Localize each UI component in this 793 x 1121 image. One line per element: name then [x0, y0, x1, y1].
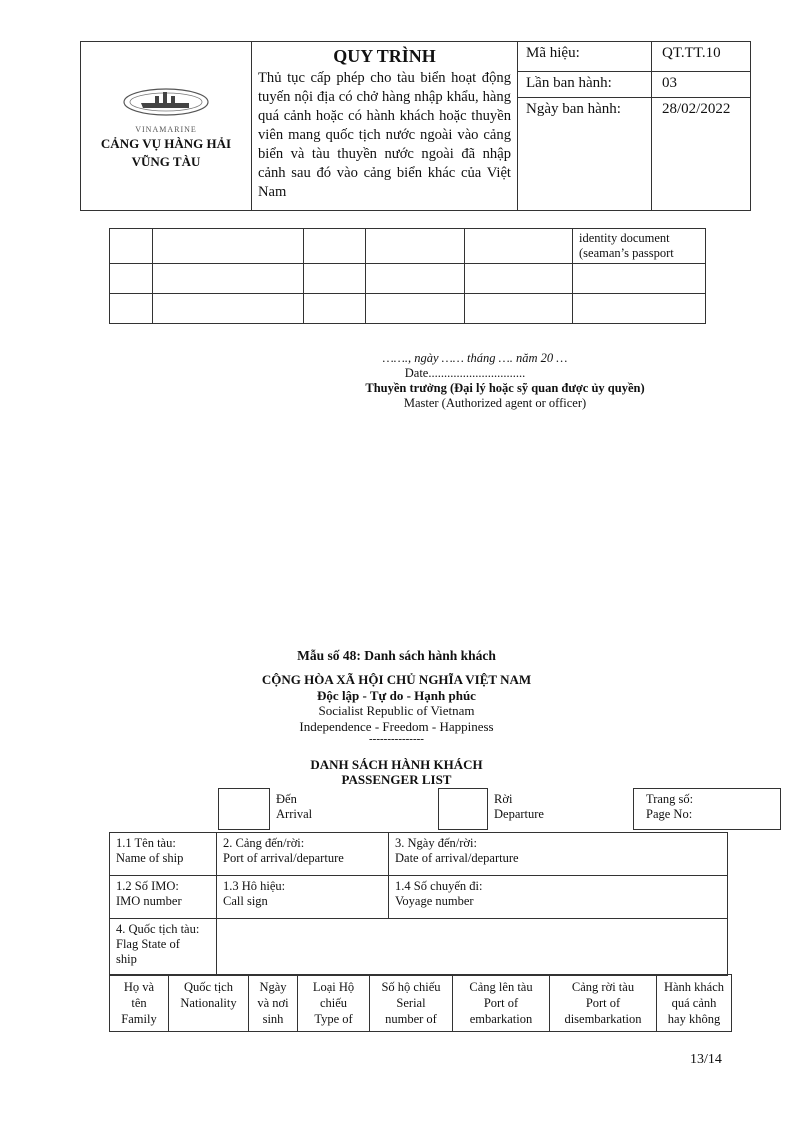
org-name-line1: CẢNG VỤ HÀNG HẢI [100, 136, 232, 151]
table-cell [153, 294, 304, 324]
imo-label-en: IMO number [116, 894, 182, 908]
column-header [110, 975, 169, 1032]
motto-en: Independence - Freedom - Happiness [299, 719, 494, 734]
flag-state-field [110, 919, 217, 976]
ship-name-field [110, 833, 217, 876]
org-name-line2: VŨNG TÀU [131, 154, 201, 169]
column-header-line: Cảng rời tàu [571, 980, 635, 994]
port-field [217, 833, 389, 876]
table-row [110, 294, 706, 324]
departure-label-vi: Rời [494, 791, 513, 806]
code-label: Mã hiệu: [518, 42, 652, 72]
document-header [80, 41, 751, 211]
column-header-line: number of [385, 1012, 437, 1026]
column-header-line: tên [131, 996, 147, 1010]
page-number-field [634, 789, 781, 830]
table-row [110, 264, 706, 294]
column-header-line: và nơi [257, 996, 289, 1010]
column-header-line: Số hộ chiếu [381, 980, 441, 994]
edition-value: 03 [652, 72, 751, 98]
table-cell [304, 264, 366, 294]
column-header-line: disembarkation [564, 1012, 642, 1026]
flag-label-en: ship [116, 952, 137, 966]
issue-date-value: 28/02/2022 [652, 98, 751, 124]
column-header [550, 975, 657, 1032]
arrival-label-vi: Đến [276, 791, 297, 806]
column-header-line: sinh [262, 1012, 284, 1026]
arrival-departure-row [218, 788, 781, 830]
call-sign-field [217, 876, 389, 919]
meta-blank [652, 123, 751, 211]
table-cell [366, 229, 465, 264]
voyage-label-vi: 1.4 Số chuyến đi: [395, 879, 483, 893]
voyage-label-en: Voyage number [395, 894, 474, 908]
column-header [453, 975, 550, 1032]
column-header-line: Nationality [180, 996, 237, 1010]
country-name-vi: CỘNG HÒA XÃ HỘI CHỦ NGHĨA VIỆT NAM [261, 672, 532, 687]
procedure-title: QUY TRÌNH [333, 46, 436, 66]
arrival-label-en: Arrival [276, 806, 313, 821]
ship-emblem-icon [121, 86, 211, 118]
divider: --------------- [369, 733, 424, 745]
table-cell [110, 229, 153, 264]
column-header-line: Họ và [123, 980, 155, 994]
signer-role-vi: Thuyền trưởng (Đại lý hoặc sỹ quan được ủy quyền) [365, 381, 645, 395]
imo-label-vi: 1.2 Số IMO: [116, 879, 179, 893]
identity-document-cell [573, 229, 706, 264]
list-title-vi: DANH SÁCH HÀNH KHÁCH [310, 757, 483, 772]
table-cell [366, 264, 465, 294]
call-sign-label-en: Call sign [223, 894, 268, 908]
arrival-checkbox[interactable] [219, 789, 270, 830]
column-header-line: Loại Hộ [312, 980, 355, 994]
arrival-label [270, 789, 439, 830]
column-header-line: Family [121, 1012, 157, 1026]
date-label-vi: 3. Ngày đến/rời: [395, 836, 477, 850]
ship-info-table [109, 832, 728, 976]
date-line-vi: ……., ngày …… tháng …. năm 20 … [382, 351, 568, 365]
column-header-line: embarkation [469, 1012, 533, 1026]
table-row [110, 229, 706, 264]
table-cell [465, 229, 573, 264]
column-header [370, 975, 453, 1032]
crew-table-continuation [109, 228, 706, 324]
table-cell [366, 294, 465, 324]
table-cell [304, 294, 366, 324]
date-line-en: Date............................... [404, 366, 526, 380]
motto-vi: Độc lập - Tự do - Hạnh phúc [317, 688, 476, 703]
date-field [389, 833, 728, 876]
identity-document-line: (seaman’s passport [579, 246, 674, 260]
country-name-en: Socialist Republic of Vietnam [318, 703, 475, 718]
signature-block [340, 351, 670, 411]
departure-label-en: Departure [494, 806, 544, 821]
flag-label-en: Flag State of [116, 937, 180, 951]
column-header-line: Port of [585, 996, 621, 1010]
organization-cell [81, 42, 252, 211]
column-header-line: Quốc tịch [184, 980, 233, 994]
voyage-field [389, 876, 728, 919]
edition-label: Lần ban hành: [518, 72, 652, 98]
table-cell [153, 264, 304, 294]
flag-label-vi: 4. Quốc tịch tàu: [116, 922, 200, 936]
list-title-en: PASSENGER LIST [341, 772, 452, 787]
passenger-list-table [109, 974, 732, 1032]
departure-checkbox[interactable] [439, 789, 488, 830]
imo-field [110, 876, 217, 919]
column-header-line: quá cảnh [671, 996, 717, 1010]
table-cell [110, 294, 153, 324]
column-header [249, 975, 298, 1032]
date-label-en: Date of arrival/departure [395, 851, 519, 865]
identity-document-line: identity document [579, 231, 670, 245]
column-header [169, 975, 249, 1032]
port-label-vi: 2. Cảng đến/rời: [223, 836, 305, 850]
ship-name-label-vi: 1.1 Tên tàu: [116, 836, 176, 850]
column-header-line: Serial [396, 996, 426, 1010]
column-header-line: chiếu [319, 996, 348, 1010]
column-header-row [110, 975, 732, 1032]
column-header-line: Ngày [259, 980, 287, 994]
issue-date-label: Ngày ban hành: [518, 98, 652, 124]
table-cell [304, 229, 366, 264]
column-header-line: Cảng lên tàu [469, 980, 533, 994]
procedure-cell [252, 42, 518, 211]
table-cell [573, 264, 706, 294]
column-header-line: hay không [667, 1012, 721, 1026]
table-cell [465, 264, 573, 294]
page-number: 13/14 [690, 1052, 722, 1067]
column-header [657, 975, 732, 1032]
vinamarine-logo [81, 86, 251, 134]
call-sign-label-vi: 1.3 Hô hiệu: [223, 879, 286, 893]
ship-name-label-en: Name of ship [116, 851, 184, 865]
table-cell [110, 264, 153, 294]
port-label-en: Port of arrival/departure [223, 851, 344, 865]
meta-blank [518, 123, 652, 211]
table-cell [573, 294, 706, 324]
logo-caption: VINAMARINE [135, 125, 197, 134]
page-label-vi: Trang số: [646, 792, 694, 806]
flag-state-value [217, 919, 728, 976]
page-label-en: Page No: [646, 807, 693, 821]
column-header-line: Type of [314, 1012, 353, 1026]
table-cell [465, 294, 573, 324]
column-header [298, 975, 370, 1032]
column-header-line: Hành khách [663, 980, 725, 994]
departure-label [488, 789, 634, 830]
procedure-description: Thủ tục cấp phép cho tàu biển hoạt động tuyến nội địa có chở hàng nhập khẩu, hàng quá cảnh hoặc có hành khách hoặc thuyền viên mang quốc tịch nước ngoài vào cảng biển và tàu thuyền nước ngoài đã nhập cảnh sau đó vào cảng biển khác của Việt Nam [258, 70, 511, 200]
table-cell [153, 229, 304, 264]
form-number: Mẫu số 48: Danh sách hành khách [297, 648, 496, 663]
column-header-line: Port of [483, 996, 519, 1010]
signer-role-en: Master (Authorized agent or officer) [403, 396, 587, 410]
code-value: QT.TT.10 [652, 42, 751, 72]
